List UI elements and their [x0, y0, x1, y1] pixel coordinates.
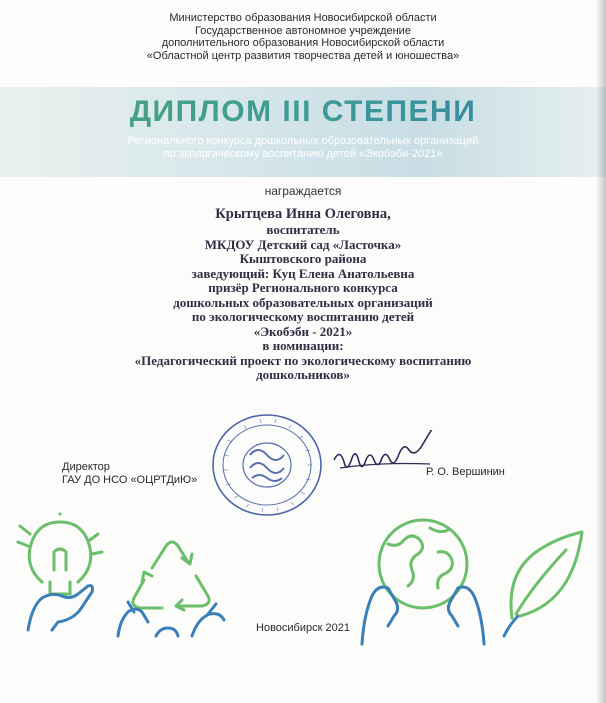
recipient-line: призёр Регионального конкурса — [208, 280, 398, 295]
recipient-line: в номинации: — [262, 338, 344, 353]
scan-edge-shadow — [596, 0, 606, 703]
recipient-line: воспитатель — [266, 222, 340, 237]
recipient-line: «Педагогический проект по экологическому воспитанию — [134, 352, 472, 368]
recipient-line: «Экобэби - 2021» — [253, 323, 353, 339]
issuer-line: «Областной центр развития творчества детей и юношества» — [146, 49, 460, 62]
city-year: Новосибирск 2021 — [256, 622, 350, 634]
lightbulb-hand-icon — [14, 512, 106, 632]
issuer-line: Министерство образования Новосибирской области — [169, 12, 437, 24]
issuer-line: дополнительного образования Новосибирской области — [161, 37, 445, 49]
recipient-line: Кыштовского района — [239, 251, 367, 266]
recipient-line: МКДОУ Детский сад «Ласточка» — [204, 236, 402, 252]
recipient-line: дошкольников» — [256, 367, 350, 382]
recipient-block — [0, 206, 606, 383]
recipient-line: дошкольных образовательных организаций — [173, 294, 433, 310]
awarded-label: награждается — [264, 184, 342, 198]
recipient-line: заведующий: Куц Елена Анатольевна — [191, 265, 415, 281]
issuer-header — [0, 12, 606, 62]
recipient-name: Крытцева Инна Олеговна, — [215, 206, 391, 222]
issuer-line: Государственное автономное учреждение — [195, 24, 411, 37]
diploma-subtitle — [0, 135, 606, 160]
subtitle-line: Регионального конкурса дошкольных образовательных организаций — [127, 135, 479, 147]
diploma-title: ДИПЛОМ III СТЕПЕНИ — [0, 95, 606, 129]
subtitle-line: по экологическому воспитанию детей «Экобэби-2021» — [163, 147, 443, 160]
official-seal-icon — [208, 410, 326, 520]
signatory-role — [62, 461, 197, 486]
signatory-name: Р. О. Вершинин — [426, 466, 505, 478]
director-signature-icon — [330, 430, 470, 490]
signatory-role-line: Директор — [62, 461, 110, 473]
signatory-role-line: ГАУ ДО НСО «ОЦРТДиЮ» — [62, 473, 198, 486]
recipient-line: по экологическому воспитанию детей — [191, 309, 415, 324]
